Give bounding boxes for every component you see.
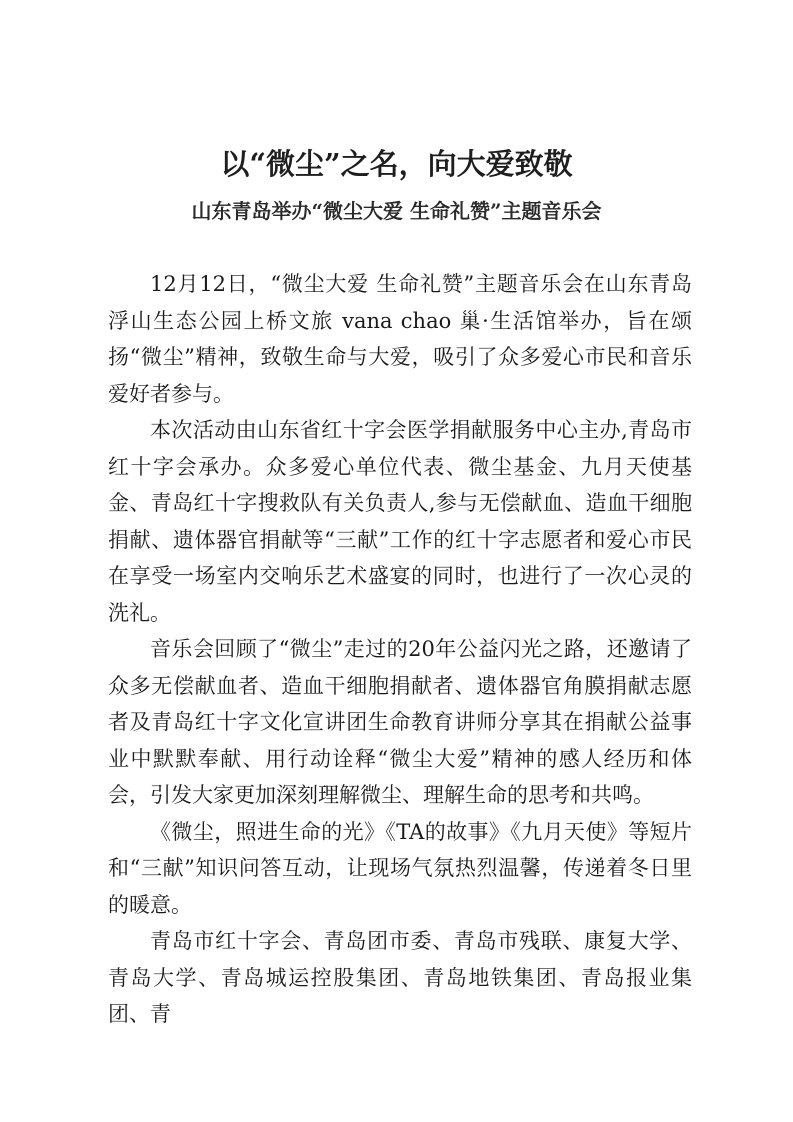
paragraph: 本次活动由山东省红十字会医学捐献服务中心主办,青岛市红十字会承办。众多爱心单位代表、微尘基金、九月天使基金、青岛红十字搜救队有关负责人,参与无偿献血、造血干细胞捐献、遗体器官捐献等“三献”工作的红十字志愿者和爱心市民在享受一场室内交响乐艺术盛宴的同时，也进行了一次心灵的洗礼。 bbox=[108, 418, 692, 625]
paragraph: 音乐会回顾了“微尘”走过的20年公益闪光之路，还邀请了众多无偿献血者、造血干细胞捐献者、遗体器官角膜捐献志愿者及青岛红十字文化宣讲团生命教育讲师分享其在捐献公益事业中默默奉献、用行动诠释“微尘大爱”精神的感人经历和体会，引发大家更加深刻理解微尘、理解生命的思考和共鸣。 bbox=[108, 637, 692, 807]
paragraph: 12月12日，“微尘大爱 生命礼赞”主题音乐会在山东青岛浮山生态公园上桥文旅 vana chao 巢·生活馆举办，旨在颂扬“微尘”精神，致敬生命与大爱，吸引了众多爱心市民和音乐爱好者参与。 bbox=[108, 272, 692, 406]
article-body bbox=[108, 266, 692, 1033]
paragraph: 《微尘，照进生命的光》《TA的故事》《九月天使》等短片和“三献”知识问答互动，让现场气氛热烈温馨，传递着冬日里的暖意。 bbox=[108, 819, 692, 917]
paragraph: 青岛市红十字会、青岛团市委、青岛市残联、康复大学、青岛大学、青岛城运控股集团、青岛地铁集团、青岛报业集团、青 bbox=[108, 929, 692, 1026]
article-title: 以“微尘”之名，向大爱致敬 bbox=[220, 147, 573, 181]
article-subtitle: 山东青岛举办“微尘大爱 生命礼赞”主题音乐会 bbox=[191, 199, 602, 223]
